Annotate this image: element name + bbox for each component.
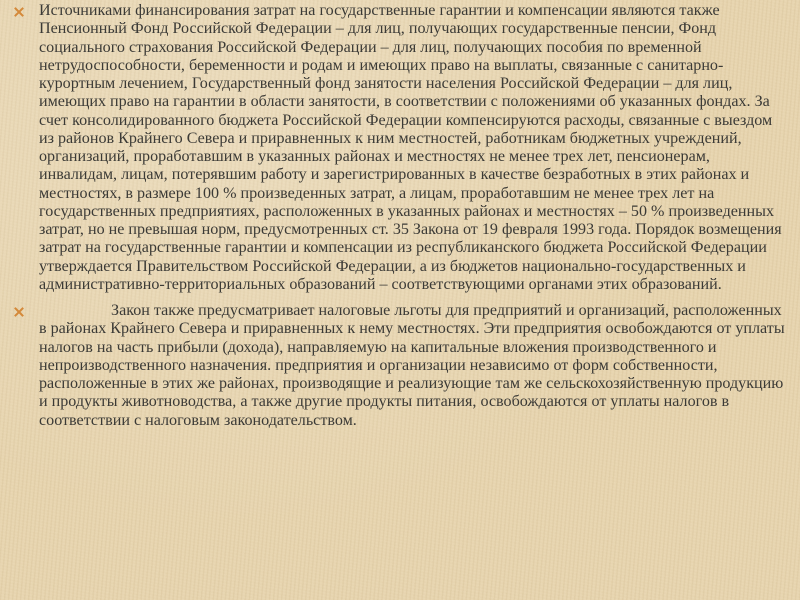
- list-item: [14, 302, 790, 430]
- paragraph-tax-benefits: Закон также предусматривает налоговые льготы для предприятий и организаций, расположенных в районах Крайнего Севера и приравненных к нему местностях. Эти предприятия освобождаются от уплаты налогов на часть прибыли (дохода), направляемую на капитальные вложения производственного и непроизводственного назначения. предприятия и организации независимо от форм собственности, расположенные в этих же районах, производящие и реализующие там же сельскохозяйственную продукцию и продукты животноводства, а также другие продукты питания, освобождаются от уплаты налогов в соответствии с налоговым законодательством.: [39, 302, 785, 429]
- list-item: [14, 2, 790, 294]
- x-mark-bullet-icon: [14, 7, 24, 17]
- slide-body: [14, 2, 790, 430]
- x-mark-bullet-icon: [14, 307, 24, 317]
- paragraph-spacer: [14, 294, 790, 302]
- paragraph-funding-sources: Источниками финансирования затрат на государственные гарантии и компенсации являются также Пенсионный Фонд Российской Федерации – для лиц, получающих государственные пенсии, Фонд социального страхования Российской Федерации – для лиц, получающих пособия по временной нетрудоспособности, беременности и родам и имеющих право на выплаты, связанные с санитарно-курортным лечением, Государственный фонд занятости населения Российской Федерации – для лиц, имеющих право на гарантии в области занятости, в соответствии с положениями об указанных фондах. За счет консолидированного бюджета Российской Федерации компенсируются расходы, связанные с выездом из районов Крайнего Севера и приравненных к ним местностей, работникам бюджетных учреждений, организаций, проработавшим в указанных районах и местностях не менее трех лет, пенсионерам, инвалидам, лицам, потерявшим работу и зарегистрированных в качестве безработных в этих районах и местностях, в размере 100 % произведенных затрат, а лицам, проработавшим не менее трех лет на государственных предприятиях, расположенных в указанных районах и местностях – 50 % произведенных затрат, но не превышая норм, предусмотренных ст. 35 Закона от 19 февраля 1993 года. Порядок возмещения затрат на государственные гарантии и компенсации из республиканского бюджета Российской Федерации утверждается Правительством Российской Федерации, а из бюджетов национально-государственных и административно-территориальных образований – соответствующими органами этих образований.: [39, 2, 782, 293]
